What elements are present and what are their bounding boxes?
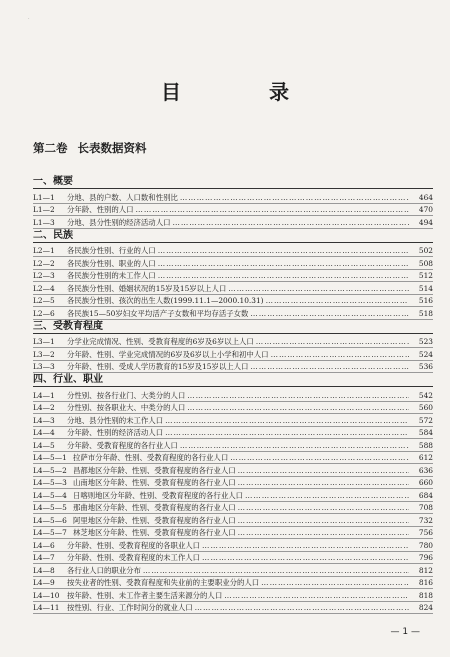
- toc-entry[interactable]: [33, 215, 433, 229]
- entry-title: 分年龄、性别、受教育程度的未工作人口: [67, 553, 201, 562]
- toc-entry[interactable]: [33, 269, 433, 283]
- toc-entry[interactable]: [33, 501, 433, 515]
- entry-code: L2—6: [33, 308, 55, 318]
- entry-code: L4—3: [33, 415, 55, 425]
- entry-title: 各行业人口的职业分布: [67, 565, 141, 575]
- entry-page: 560: [418, 403, 433, 412]
- entry-code: L4—8: [33, 565, 55, 575]
- entry-code: L2—4: [33, 283, 55, 293]
- entry-code: L1—2: [33, 205, 55, 214]
- entry-code: L4—5—4: [33, 490, 67, 500]
- entry-page: 612: [418, 453, 433, 462]
- entry-title: 分地、县的户数、人口数和性别比: [67, 192, 178, 202]
- entry-code: L4—10: [33, 590, 60, 600]
- entry-code: L3—3: [33, 362, 55, 371]
- entry-code: L4—5—5: [33, 503, 67, 512]
- toc-entry[interactable]: [33, 526, 433, 540]
- entry-page: 756: [418, 528, 433, 537]
- toc-entry[interactable]: [33, 601, 433, 615]
- dot-leader: [256, 337, 409, 347]
- entry-title: 按年龄、性别、未工作者主要生活来源分的人口: [67, 590, 223, 600]
- entry-title: 各民族分性别、行业的人口: [67, 246, 156, 255]
- toc-entry[interactable]: [33, 551, 433, 565]
- entry-code: L2—3: [33, 271, 55, 280]
- entry-page: 502: [418, 246, 433, 255]
- entry-code: L4—11: [33, 603, 60, 612]
- toc-entry[interactable]: [33, 401, 433, 415]
- dot-leader: [180, 441, 409, 451]
- entry-title: 昌都地区分年龄、性别、受教育程度的各行业人口: [73, 465, 236, 475]
- toc-entry[interactable]: [33, 576, 433, 590]
- dot-leader: [158, 259, 409, 269]
- dot-leader: [202, 553, 409, 563]
- toc-entry[interactable]: [33, 463, 433, 477]
- dot-leader: [136, 205, 409, 215]
- toc-entry[interactable]: [33, 438, 433, 452]
- entry-title: 分地、县分性别的经济活动人口: [67, 217, 171, 227]
- entry-page: 812: [418, 565, 433, 575]
- toc-entry[interactable]: [33, 476, 433, 490]
- page-title: 目 录: [161, 80, 323, 104]
- entry-page: 470: [418, 205, 433, 214]
- toc-entry[interactable]: [33, 513, 433, 527]
- entry-title: 阿里地区分年龄、性别、受教育程度的各行业人口: [73, 515, 236, 525]
- entry-code: L4—4: [33, 428, 55, 437]
- entry-page: 584: [418, 428, 433, 437]
- toc-entry[interactable]: [33, 451, 433, 465]
- entry-code: L2—1: [33, 246, 55, 255]
- dot-leader: [165, 416, 409, 426]
- toc-entry[interactable]: [33, 281, 433, 295]
- dot-leader: [158, 246, 409, 256]
- dot-leader: [172, 218, 409, 228]
- toc-entry[interactable]: [33, 347, 433, 361]
- entry-page: 524: [418, 349, 433, 359]
- toc-entry[interactable]: [33, 426, 433, 440]
- entry-page: 824: [418, 603, 433, 612]
- toc-entry[interactable]: [33, 335, 433, 349]
- dot-leader: [165, 428, 409, 438]
- dot-leader: [266, 296, 409, 306]
- dot-leader: [238, 466, 409, 476]
- toc-entry[interactable]: [33, 388, 433, 402]
- entry-title: 各民族分性别、职业的人口: [67, 258, 156, 268]
- entry-title: 山南地区分年龄、性别、受教育程度的各行业人口: [73, 478, 236, 487]
- dot-leader: [245, 491, 409, 501]
- entry-code: L2—2: [33, 258, 55, 268]
- entry-title: 分地、县分性别的未工作人口: [67, 415, 164, 425]
- entry-page: 816: [418, 578, 433, 587]
- entry-page: 796: [418, 553, 433, 562]
- entry-page: 514: [418, 283, 433, 293]
- volume-title: [33, 140, 157, 156]
- dot-leader: [143, 566, 409, 576]
- entry-page: 732: [418, 515, 433, 525]
- toc-entry[interactable]: [33, 538, 433, 552]
- section-heading: 四、行业、职业: [33, 373, 433, 387]
- toc-entry[interactable]: [33, 413, 433, 427]
- entry-code: L4—5—2: [33, 465, 67, 475]
- entry-code: L4—7: [33, 553, 55, 562]
- entry-code: L3—2: [33, 349, 55, 359]
- entry-code: L1—1: [33, 192, 55, 202]
- entry-title: 按性别、行业、工作时间分的就业人口: [67, 603, 193, 612]
- entry-page: 512: [418, 271, 433, 280]
- scan-mark: ·: [28, 16, 30, 22]
- entry-title: 分年龄、性别的人口: [67, 205, 134, 214]
- entry-title: 按失业者的性别、受教育程度和失业前的主要职业分的人口: [67, 578, 260, 587]
- entry-page: 464: [418, 192, 433, 202]
- dot-leader: [250, 309, 409, 319]
- entry-page: 523: [418, 337, 433, 346]
- entry-page: 542: [418, 390, 433, 400]
- entry-code: L4—1: [33, 390, 55, 400]
- section-heading: 三、受教育程度: [33, 320, 433, 334]
- toc-entry[interactable]: [33, 256, 433, 270]
- dot-leader: [202, 541, 409, 551]
- entry-title: 各民族分性别、婚姻状况的15岁及15岁以上人口: [67, 283, 227, 293]
- entry-page: 518: [418, 308, 433, 318]
- dot-leader: [271, 350, 409, 360]
- entry-title: 分年龄、受教育程度的各行业人口: [67, 440, 178, 450]
- entry-page: 636: [418, 465, 433, 475]
- section-heading: 二、民族: [33, 229, 433, 243]
- entry-title: 分年龄、性别的经济活动人口: [67, 428, 164, 437]
- dot-leader: [187, 403, 409, 413]
- entry-title: 分年龄、性别、受成人学历教育的15岁及15岁以上人口: [67, 362, 249, 371]
- toc-entry[interactable]: [33, 588, 433, 602]
- entry-code: L1—3: [33, 217, 55, 227]
- entry-title: 林芝地区分年龄、性别、受教育程度的各行业人口: [73, 528, 236, 537]
- entry-code: L4—5—7: [33, 528, 67, 537]
- toc-entry[interactable]: [33, 203, 433, 217]
- dot-leader: [238, 516, 409, 526]
- toc-entry[interactable]: [33, 190, 433, 204]
- entry-code: L4—6: [33, 540, 55, 550]
- entry-page: 660: [418, 478, 433, 487]
- dot-leader: [224, 591, 409, 601]
- dot-leader: [261, 578, 409, 588]
- entry-page: 536: [418, 362, 433, 371]
- entry-code: L4—2: [33, 403, 55, 412]
- entry-page: 780: [418, 540, 433, 550]
- entry-title: 各民族分性别的未工作人口: [67, 271, 156, 280]
- entry-page: 508: [418, 258, 433, 268]
- dot-leader: [238, 503, 409, 513]
- entry-title: 分年龄、性别、受教育程度的各职业人口: [67, 540, 201, 550]
- volume-label: 第二卷: [33, 141, 68, 155]
- entry-page: 684: [418, 490, 433, 500]
- entry-page: 572: [418, 415, 433, 425]
- dot-leader: [187, 391, 409, 401]
- entry-title: 分年龄、性别、学业完成情况的6岁及6岁以上小学和初中人口: [67, 349, 269, 359]
- toc-entry[interactable]: [33, 360, 433, 374]
- dot-leader: [250, 362, 409, 372]
- toc-entry[interactable]: [33, 488, 433, 502]
- entry-page: 708: [418, 503, 433, 512]
- dot-leader: [180, 193, 409, 203]
- entry-title: 那曲地区分年龄、性别、受教育程度的各行业人口: [73, 503, 236, 512]
- toc-entry[interactable]: [33, 294, 433, 308]
- section-heading: 一、概要: [33, 175, 433, 189]
- entry-code: L4—5: [33, 440, 55, 450]
- entry-code: L2—5: [33, 296, 55, 305]
- entry-title: 各民族15—50岁妇女平均活产子女数和平均存活子女数: [67, 308, 249, 318]
- entry-page: 818: [418, 590, 433, 600]
- entry-code: L4—9: [33, 578, 55, 587]
- entry-code: L4—5—6: [33, 515, 67, 525]
- toc-entry[interactable]: [33, 244, 433, 258]
- dot-leader: [238, 478, 409, 488]
- dot-leader: [238, 528, 409, 538]
- toc-entry[interactable]: [33, 563, 433, 577]
- dot-leader: [158, 271, 409, 281]
- dot-leader: [195, 603, 409, 613]
- dot-leader: [228, 284, 409, 294]
- entry-code: L3—1: [33, 337, 55, 346]
- entry-title: 拉萨市分年龄、性别、受教育程度的各行业人口: [73, 453, 229, 462]
- entry-code: L4—5—3: [33, 478, 67, 487]
- entry-page: 494: [418, 217, 433, 227]
- entry-title: 分学业完成情况、性别、受教育程度的6岁及6岁以上人口: [67, 337, 254, 346]
- entry-title: 各民族分性别、孩次的出生人数(1999.11.1—2000.10.31): [67, 296, 264, 305]
- entry-title: 分性别、按各行业门、大类分的人口: [67, 390, 186, 400]
- toc-entry[interactable]: [33, 306, 433, 320]
- entry-code: L4—5—1: [33, 453, 67, 462]
- entry-page: 516: [418, 296, 433, 305]
- entry-title: 分性别、按各职业大、中类分的人口: [67, 403, 186, 412]
- dot-leader: [230, 453, 409, 463]
- entry-page: 588: [418, 440, 433, 450]
- entry-title: 日喀则地区分年龄、性别、受教育程度的各行业人口: [73, 490, 243, 500]
- volume-name: 长表数据资料: [77, 141, 147, 155]
- page-number: — 1 —: [390, 627, 420, 637]
